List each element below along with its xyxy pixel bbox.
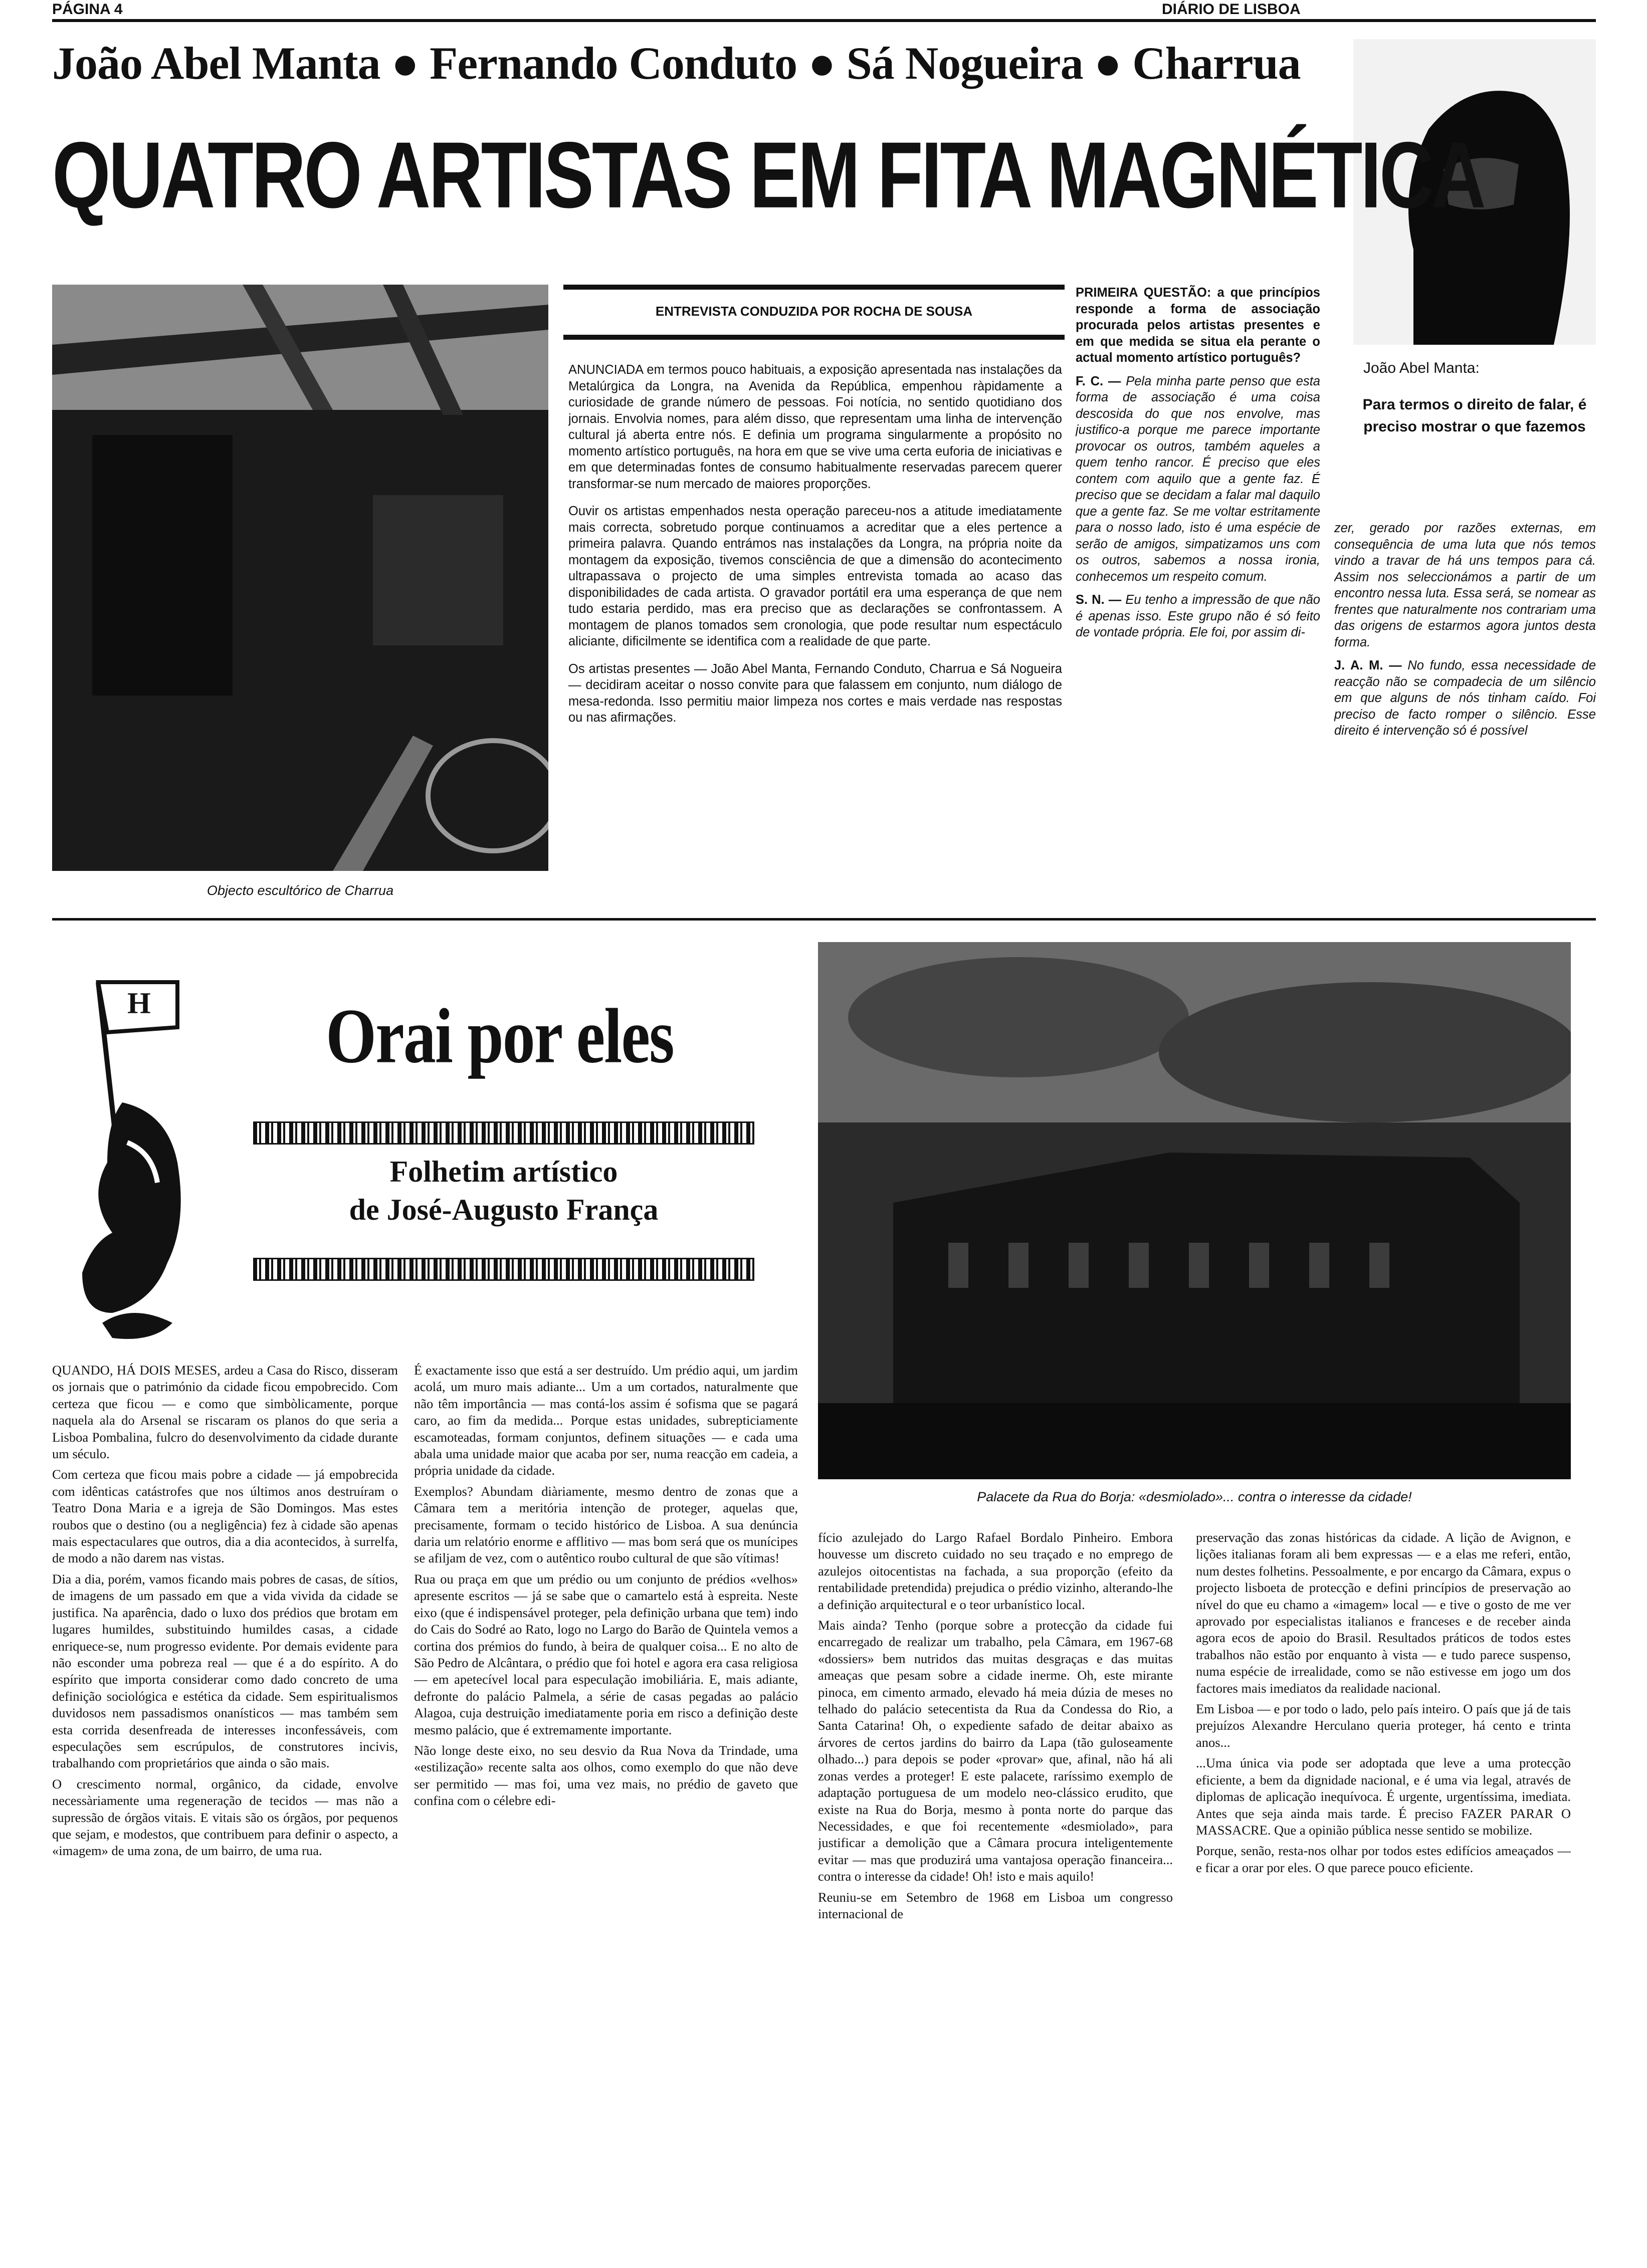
flag-illustration: [52, 962, 213, 1343]
folhetim-paragraph: fício azulejado do Largo Rafael Bordalo Pinheiro. Embora houvesse um discreto cuidado no seu traçado e no emprego de azulejos oitocentistas na fachada, a sua proporção (efeito da rentabilidade pretendida) prejudica o prédio vizinho, alterando-lhe a definição arquitectural e o teor urbanístico local.: [818, 1530, 1173, 1612]
palacete-photo: [818, 942, 1571, 1479]
folhetim-paragraph: Em Lisboa — e por todo o lado, pelo país inteiro. O país que já de tais prejuízos Alexandre Herculano queria proteger, há cento e trinta anos...: [1196, 1701, 1571, 1750]
folhetim-column-2: [414, 1362, 798, 2254]
question-label: PRIMEIRA QUESTÃO:: [1076, 286, 1211, 300]
palacete-caption: Palacete da Rua do Borja: «desmiolado»... contra o interesse da cidade!: [977, 1489, 1412, 1504]
folhetim-paragraph: Com certeza que ficou mais pobre a cidade — já empobrecida com idênticas catástrofes que nos últimos anos destruíram o Teatro Dona Maria e a igreja de São Domingos. Mas estes roubos que o destino (ou a negligência) fez à cidade são apenas mais espectaculares que outros, dia a dia acontecidos, à surrelfa, de modo a não darem nas vistas.: [52, 1467, 398, 1566]
folhetim-column-1: [52, 1362, 398, 2254]
folhetim-paragraph: Rua ou praça em que um prédio ou um conjunto de prédios «velhos» apresente escritos — já se sabe que o camartelo está à espreita. Neste eixo (que é indispensável proteger, pela definição urbana que tem) indo do Cais do Sodré ao Rato, logo no Largo do Barão de Quintela vemos a cortina dos prémios do fundo, à beira de qualquer coisa... E no alto de São Pedro de Alcântara, o prédio que foi hotel e agora era casa religiosa — em apetecível local para especulação imobiliária. E, mais adiante, defronte do palácio Palmela, a série de casas pegadas ao palácio Alagoa, cuja destruição imediatamente poria em risco a definição deste mesmo palácio, que é extremamente importante.: [414, 1571, 798, 1737]
speaker-fc: F. C. —: [1076, 374, 1121, 388]
portrait-name: João Abel Manta:: [1363, 360, 1480, 376]
header-rule: [52, 19, 1596, 22]
folhetim-paragraph: Não longe deste eixo, no seu desvio da Rua Nova da Trindade, uma «estilização» recente salta aos olhos, como exemplo do que não deve ser permitido — mas foi, uma vez mais, no prédio de gaveto que confina com o célebre edi-: [414, 1742, 798, 1808]
folhetim-paragraph: É exactamente isso que está a ser destruído. Um prédio aqui, um jardim acolá, um muro mais adiante... Um a um cortados, naturalmente que não têm importância — mas contá-los assim é sofisma que se pagará caro, ao fim da medida... Porque estas unidades, subrepticiamente escamoteadas, formam conjuntos, definem situações — e cada uma abala uma unidade maior que acaba por ser, numa reacção em cadeia, a própria unidade da cidade.: [414, 1363, 798, 1478]
folhetim-column-4: [1196, 1529, 1571, 2254]
folhetim-paragraph: Reuniu-se em Setembro de 1968 em Lisboa um congresso internacional de: [818, 1889, 1173, 1921]
answer-sn: Eu tenho a impressão de que não é apenas isso. Este grupo não é só feito de vontade própria. Ele foi, por assim di-: [1076, 593, 1320, 639]
question-text: a que princípios responde a forma de associação procurada pelos artistas presentes e em que medida se situa ela perante o actual momento artístico português?: [1076, 286, 1320, 365]
pull-quote: Para termos o direito de falar, é preciso mostrar o que fazemos: [1362, 396, 1587, 435]
folhetim-paragraph: ...Uma única via pode ser adoptada que leve a uma protecção eficiente, a bem da dignidade nacional, e é uma via legal, através de diplomas de aplicação inequívoca. É urgente, urgentíssima, imediata. Antes que seja ainda mais tarde. É preciso FAZER PARAR O MASSACRE. Que a opinião pública nesse sentido se mobilize.: [1196, 1755, 1571, 1838]
ornament-bottom: [253, 1258, 754, 1281]
interview-rule-bottom: [563, 335, 1065, 340]
newspaper-name: DIÁRIO DE LISBOA: [1162, 1, 1301, 18]
flag-letter: H: [127, 987, 151, 1020]
ornament-top: [253, 1121, 754, 1145]
intro-text: [568, 362, 1062, 903]
question-column: [1076, 285, 1320, 902]
interview-byline: ENTREVISTA CONDUZIDA POR ROCHA DE SOUSA: [655, 304, 973, 319]
folhetim-subtitle: [253, 1153, 754, 1229]
intro-paragraph: Os artistas presentes — João Abel Manta, Fernando Conduto, Charrua e Sá Nogueira — decidiram aceitar o nosso convite para que falassem em conjunto, num diálogo de mesa-redonda. Isso permitiu maior limpeza nos cortes e mais verdade nas respostas ou nas afirmações.: [568, 661, 1062, 725]
sculpture-photo: [52, 285, 548, 871]
folhetim-paragraph: Porque, senão, resta-nos olhar por todos estes edifícios ameaçados — e ficar a orar por eles. O que parece pouco eficiente.: [1196, 1843, 1571, 1875]
side-column: [1334, 520, 1596, 902]
sculpture-caption: Objecto escultórico de Charrua: [207, 883, 394, 898]
intro-paragraph: ANUNCIADA em termos pouco habituais, a exposição apresentada nas instalações da Metalúrgica da Longra, na Avenida da República, empenhou ràpidamente a curiosidade de grande número de pessoas. Foi notícia, no sentido quotidiano dos jornais. Envolvia nomes, para além disso, que representam uma linha de intervenção cultural já aberta entre nós. E definia um programa singularmente a propósito no momento artístico português, na hora em que se vive uma certa euforia de iniciativas e em que determinadas fontes de consumo habitualmente reservadas parecem querer transformar-se num mercado de maiores proporções.: [568, 363, 1062, 491]
answer-jam: No fundo, essa necessidade de reacção não se compadecia de um silêncio em que alguns de nós tinham caído. Foi preciso de facto romper o silêncio. Esse direito é intervenção só é possível: [1334, 658, 1596, 738]
interview-rule-top: [563, 285, 1065, 290]
page-number: PÁGINA 4: [52, 1, 123, 18]
orai-title: Orai por eles: [326, 993, 674, 1080]
main-headline: QUATRO ARTISTAS EM FITA MAGNÉTICA: [52, 122, 1484, 228]
folhetim-line: Folhetim artístico: [389, 1155, 618, 1188]
folhetim-paragraph: Exemplos? Abundam diàriamente, mesmo dentro de zonas que a Câmara tem a meritória intenção de proteger, aquelas que, precisamente, formam o tecido histórico de Lisboa. A sua denúncia daria um relatório enorme e afflitivo — mas bom será que os munícipes se afiljam de vez, com o autêntico roubo cultural de que são vítimas!: [414, 1483, 798, 1566]
folhetim-paragraph: QUANDO, HÁ DOIS MESES, ardeu a Casa do Risco, disseram os jornais que o património da cidade ficou empobrecido. Com certeza que ficou — e como que simbòlicamente, porque naquela ala do Arsenal se riscaram os planos do que seria a Lisboa Pombalina, fulcro do desenvolvimento da cidade durante um século.: [52, 1363, 398, 1462]
folhetim-column-3: [818, 1529, 1173, 2254]
speaker-jam: J. A. M. —: [1334, 658, 1402, 672]
answer-fc: Pela minha parte penso que esta forma de associação é uma coisa descosida do que nos envolve, mas justifico-a porque me parece importante provocar os outros, também aqueles a quem tenho rancor. É preciso que eles contem com aquilo que a gente faz. É preciso que se decidam a falar mal daquilo que a gente faz. Se me voltar estritamente para o nosso lado, isto é uma espécie de serão de amigos, simpatizamos uns com os outros, sabemos a nossa ironia, conhecemos um respeito comum.: [1076, 374, 1320, 584]
intro-paragraph: Ouvir os artistas empenhados nesta operação pareceu-nos a atitude imediatamente mais correcta, sobretudo porque continuamos a acreditar que a eles pertence a primeira palavra. Quando entrámos nas instalações da Longra, na própria noite da montagem da exposição, tivemos consciência de que a dimensão do acontecimento ultrapassava o projecto de uma simples entrevista tomada ao acaso das disponibilidades de cada artista. O gravador portátil era uma esperança de que nem tudo estaria perdido, mas era preciso que as declarações se confrontassem. A montagem de planos tomados sem cronologia, que pode resultar num espectáculo aliciante, dificilmente se identifica com a realidade de que parte.: [568, 504, 1062, 648]
side-text: zer, gerado por razões externas, em consequência de uma luta que nós temos vindo a travar de há uns tempos para cá. Assim nos seleccionámos a partir de um encontro nessa luta. Essa será, se nomear as frentes que naturalmente nos contrariam uma das origens de estarmos agora juntos desta forma.: [1334, 521, 1596, 649]
folhetim-paragraph: preservação das zonas históricas da cidade. A lição de Avignon, e lições italianas foram ali bem expressas — e a elas me referi, então, num destes folhetins. Pessoalmente, e por encargo da Câmara, expus o projecto lisboeta de protecção e defini princípios de preservação ao nível do que eu chamo a «imagem» local — e tive o gosto de me ver aprovado por especialistas italianos e franceses e de receber ainda agora ecos de apoio do Brasil. Resultados práticos de todos estes trabalhos não estão por enquanto à vista — e tudo parece suspenso, numa espécie de irrealidade, como se não estivesse em jogo um dos factores mais imediatos da realidade nacional.: [1196, 1530, 1571, 1696]
speaker-sn: S. N. —: [1076, 593, 1122, 607]
section-divider: [52, 918, 1596, 921]
folhetim-paragraph: Mais ainda? Tenho (porque sobre a protecção da cidade fui encarregado de realizar um trabalho, pela Câmara, em 1967-68 «dossiers» bem nutridos das muitas desgraças e das muitas ameaças que pesam sobre a cidade inerme. Oh, este mirante pinoca, em cimento armado, elevado há meia dúzia de meses no telhado do palácio setecentista da Rua da Condessa do Rio, a Santa Catarina! Oh, o expediente safado de deitar abaixo as árvores de certos jardins do bairro da Lapa (tão guloseamente olhado...) para depois se poder «provar» que, afinal, não há ali zonas verdes a proteger! E este palacete, raríssimo exemplo de adaptação portuguesa de um modelo neo-clássico erudito, que existe na Rua do Borja, mesmo à ponta norte do parque das Necessidades, e que foi recentemente «desmiolado», para justificar a demolição que a Câmara procura inteligentemente evitar — mas que produzirá uma vantajosa operação financeira... contra o interesse da cidade! Oh! isto e mais aquilo!: [818, 1618, 1173, 1884]
folhetim-paragraph: Dia a dia, porém, vamos ficando mais pobres de casas, de sítios, de imagens de um passado em que a vida vivida da cidade se justifica. Na aparência, dado o luxo dos prédios que brotam em lugares humildes, substituindo humildes casas, a cidade enriquece-se, num progresso evidente. Por demais evidente para não esconder uma pobreza real — que é a do espírito. A do espírito que importa considerar como dado concreto de uma definição sociológica e estética da cidade. Sem espiritualismos duvidosos nem passadismos onanísticos — mas também sem esta corrida desenfreada de interesses inconfessáveis, com especulações sem escrúpulos, de construtores incivis, trabalhando com proprietários que ainda o são mais.: [52, 1571, 398, 1771]
artists-line: João Abel Manta ● Fernando Conduto ● Sá Nogueira ● Charrua: [52, 38, 1301, 89]
author-line: de José-Augusto França: [349, 1193, 659, 1226]
folhetim-paragraph: O crescimento normal, orgânico, da cidade, envolve necessàriamente uma regeneração de tecidos — mas não a supressão de órgãos vitais. E vitais são os órgãos, por pequenos que sejam, e modestos, que contribuem para definir o aspecto, a «imagem» de uma zona, de um bairro, de uma rua.: [52, 1776, 398, 1859]
